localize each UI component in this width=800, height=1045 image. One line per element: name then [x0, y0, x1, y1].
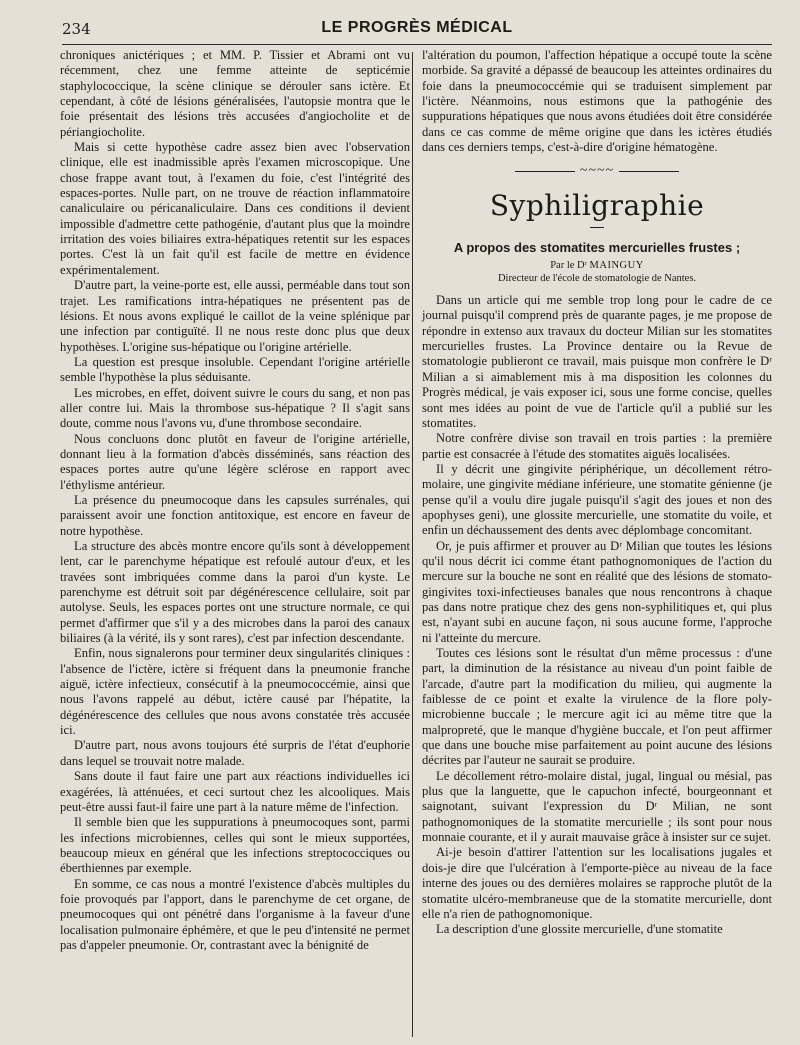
ornament-rule-right	[619, 171, 679, 172]
author-affiliation: Directeur de l'école de stomatologie de Nantes.	[497, 273, 697, 285]
paragraph: Nous concluons donc plutôt en faveur de l'origine artérielle, donnant lieu à la formation d'abcès disséminés, sans réaction des espaces portes autre qu'une légère sclérose en rapport avec l'éthylisme antérieur.	[60, 431, 410, 492]
title-rule	[590, 227, 604, 228]
section-ornament	[422, 163, 772, 178]
paragraph: La présence du pneumocoque dans les capsules surrénales, qui paraissent avoir une fonction antitoxique, est encore en faveur de notre hypothèse.	[60, 492, 410, 538]
paragraph: Les microbes, en effet, doivent suivre le cours du sang, et non pas aller contre lui. Mais la thrombose sus-hépatique ? Il s'agit sans doute, comme nous l'avons vu, d'une thrombose secondaire.	[60, 385, 410, 431]
paragraph: Toutes ces lésions sont le résultat d'un même processus : d'une part, la diminution de la résistance au niveau d'un point faible de l'arcade, d'autre part la modification du milieu, qui augmente la faiblesse de ce point et exalte la virulence de la flore poly-microbienne buccale ; le mercure agit ici au même titre que la malpropreté, que le manque d'hygiène buccale, et l'on peut affirmer que dans une bouche mise parfaitement au point aucune des lésions décrites par l'auteur ne saurait se produire.	[422, 646, 772, 768]
section-title: Syphiligraphie	[489, 188, 705, 222]
paragraph: En somme, ce cas nous a montré l'existence d'abcès multiples du foie provoqués par l'apport, dans le parenchyme de cet organe, de pneumocoques qui ont pénétré dans l'organisme à la faveur d'une localisation pulmonaire éphémère, et que le peu d'intensité ne permet pas d'appeler pneumonie. Or, contrastant avec la bénignité de	[60, 876, 410, 952]
ornament-rule-left	[515, 171, 575, 172]
paragraph: Mais si cette hypothèse cadre assez bien avec l'observation clinique, elle est inadmissible après l'examen microscopique. Une chose frappe avant tout, à l'examen du foie, c'est l'intégrité des espaces-portes. Nulle part, on ne trouve de réaction inflammatoire canaliculaire ou péricanaliculaire. Dans ces conditions il devient impossible d'admettre cette pathogénie, d'autant plus que la moindre irritation des voies biliaires extra-hépatiques retentit sur les espaces portes. C'est là un fait qu'il est facile de mettre en évidence expérimentalement.	[60, 140, 410, 277]
paragraph: chroniques anictériques ; et MM. P. Tissier et Abrami ont vu récemment, chez une femme atteinte de septicémie staphylococcique, la scène clinique se dérouler sans ictère. Et cependant, à côté de lésions généralisées, l'autopsie montra que le foie présentait des lésions très accusées d'angiocholite et de périangiocholite.	[60, 48, 410, 139]
paragraph: La question est presque insoluble. Cependant l'origine artérielle semble l'hypothèse la plus séduisante.	[60, 354, 410, 385]
paragraph: Enfin, nous signalerons pour terminer deux singularités cliniques : l'absence de l'ictère, ictère si fréquent dans la pneumonie franche aiguë, ictère infectieux, consécutif à la pneumococcémie, ainsi que nous l'avons rappelé au début, ictère causé par l'hépatite, la dégénérescence des cellules que nous avons constatée très accusée ici.	[60, 646, 410, 738]
paragraph: Sans doute il faut faire une part aux réactions individuelles ici exagérées, là atténuées, et ceci surtout chez les alcooliques. Mais peut-être aussi faut-il faire une part à la nature même de l'infection.	[60, 769, 410, 814]
paragraph: La description d'une glossite mercurielle, d'une stomatite	[436, 922, 723, 937]
paragraph: Notre confrère divise son travail en trois parties : la première partie est consacrée à l'étude des stomatites aiguës localisées.	[422, 431, 772, 461]
right-column	[422, 48, 772, 938]
journal-title: LE PROGRÈS MÉDICAL	[321, 19, 513, 36]
paragraph: Or, je puis affirmer et prouver au Dʳ Milian que toutes les lésions qu'il nous décrit ici comme étant pathognomoniques de l'action du mercure sur la bouche ne sont en réalité que des lésions de stomato-gingivites toxi-infectieuses banales que nous rencontrons à chaque pas dans notre pratique chez des gens non-syphilitiques et, qui plus est, n'ayant subi en aucune façon, ni sous aucune forme, l'approche ni l'atteinte du mercure.	[422, 538, 772, 645]
left-column	[60, 48, 410, 953]
paragraph: D'autre part, nous avons toujours été surpris de l'état d'euphorie dans lequel se trouvait notre malade.	[60, 738, 410, 768]
article-title: A propos des stomatites mercurielles frustes ;	[453, 239, 741, 255]
ornament-flourish: ~~~~	[579, 163, 615, 179]
paragraph: Le décollement rétro-molaire distal, jugal, lingual ou mésial, pas plus que la languette, que le capuchon infecté, bourgeonnant et saignotant, suivant l'expression du Dʳ Milian, ne sont pathognomoniques de la stomatite mercurielle ; ils sont pour nous monnaie courante, et il y aurait mauvaise grâce à insister sur ce sujet.	[422, 768, 772, 845]
paragraph: La structure des abcès montre encore qu'ils sont à développement lent, car le parenchyme hépatique est refoulé autour d'eux, et les travées sont imbriquées comme dans la paroi d'un kyste. Le parenchyme est détruit soit par dégénérescence cellulaire, soit par autolyse. Seuls, les espaces portes ont une structure normale, ce qui permet d'affirmer que s'il y a des microbes dans la paroi des canaux biliaires (à la vérité, ils y sont rares), c'est par infection descendante.	[60, 539, 410, 646]
paragraph: Ai-je besoin d'attirer l'attention sur les localisations jugales et dois-je dire que l'ulcération à l'emporte-pièce au niveau de la face interne des joues ou des dernières molaires se rapproche plutôt de la stomatite ulcéro-membraneuse que de la stomatite mercurielle, dont elle n'a rien de pathognomonique.	[422, 845, 772, 921]
byline	[422, 259, 772, 272]
paragraph: Il semble bien que les suppurations à pneumocoques sont, parmi les infections microbiennes, celles qui sont le mieux supportées, beaucoup mieux en général que les infections streptococciques ou éberthiennes par exemple.	[60, 815, 410, 876]
author-name: MAINGUY	[589, 260, 644, 272]
paragraph: Il y décrit une gingivite périphérique, un décollement rétro-molaire, une gingivite médiane inférieure, une stomatite génienne (je pense qu'il a voulu dire jugale puisqu'il s'agit des joues et non des apophyses geni), une glossite mercurielle, une stomatite du voile, et enfin un déchaussement des dents avec déplombage concomitant.	[422, 461, 772, 538]
paragraph: D'autre part, la veine-porte est, elle aussi, perméable dans tout son trajet. Les ramifications intra-hépatiques ne présentent pas de lésions. Et nous avons expliqué le caillot de la veine splénique par une infection par contiguïté. Il ne nous reste donc plus que deux hypothèses. L'origine sus-hépatique ou l'origine artérielle.	[60, 278, 410, 354]
byline-prefix: Par le Dʳ	[550, 260, 587, 272]
paragraph: Dans un article qui me semble trop long pour le cadre de ce journal puisqu'il comprend près de quarante pages, je me propose de répondre in extenso aux travaux du docteur Milian sur les stomatites mercurielles frustes. La Province dentaire ou la Revue de stomatologie publieront ce travail, mais puisque mon confrère le Dʳ Milian a si aimablement mis à ma disposition les colonnes du Progrès médical, je vais exposer ici, sous une forme concise, quelles sont mes idées au point de vue de l'article qu'il a publié sur les stomatites.	[422, 293, 772, 430]
page-header	[62, 18, 772, 45]
column-divider	[412, 52, 413, 1037]
page-number: 234	[62, 20, 91, 38]
paragraph: l'altération du poumon, l'affection hépatique a occupé toute la scène morbide. Sa gravité a dépassé de beaucoup les atteintes ordinaires du foie dans la pneumococcémie qui se traduisent simplement par l'ictère. Néanmoins, nous estimons que la pathogénie des suppurations hépatiques que nous avons étudiées doit être considérée dans ce cas comme de même origine que dans les ictères étudiés dans ces derniers temps, c'est-à-dire d'origine hématogène.	[422, 48, 772, 155]
